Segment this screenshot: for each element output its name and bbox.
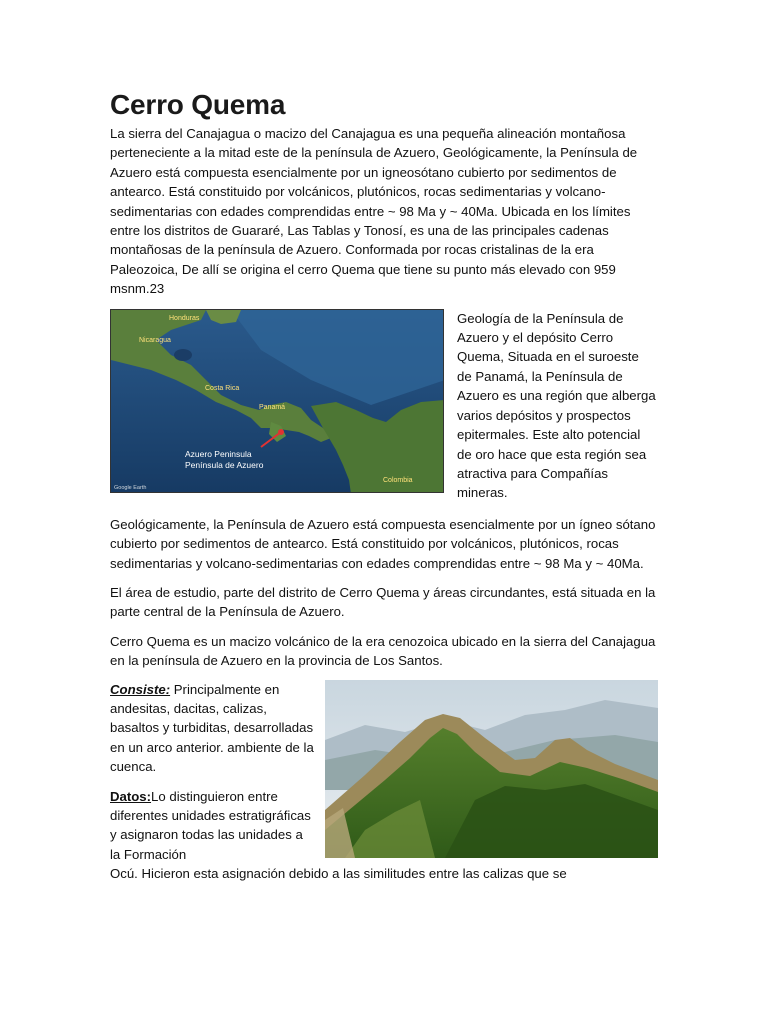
- datos-paragraph: [110, 787, 315, 865]
- tail-paragraph: Ocú. Hicieron esta asignación debido a las similitudes entre las calizas que se: [110, 866, 567, 882]
- map-marker: [278, 429, 284, 435]
- paragraph-4: Cerro Quema es un macizo volcánico de la era cenozoica ubicado en la sierra del Canajagua en la península de Azuero en la provincia de Los Santos.: [110, 633, 656, 669]
- page-title: Cerro Quema: [110, 89, 286, 120]
- intro-paragraph: La sierra del Canajagua o macizo del Canajagua es una pequeña alineación montañosa perteneciente a la mitad este de la península de Azuero, Geológicamente, la Península de Azuero está compuesta esencialmente por un igneosótano cubierto por sedimentos de antearco. Está constituido por volcánicos, plutónicos, rocas sedimentarias y volcano-sedimentarias con edades comprendidas entre ~ 98 Ma y ~ 40Ma. Ubicada en los límites entre los distritos de Guararé, Las Tablas y Tonosí, es una de las principales cadenas montañosas de la península de Azuero. Conformada por rocas cristalinas de la era Paleozoica, De allí se origina el cerro Quema que tiene su punto más elevado con 959 msnm.23: [110, 126, 638, 297]
- paragraph-2: Geológicamente, la Península de Azuero está compuesta esencialmente por un ígneo sótano cubierto por sedimentos de antearco. Está constituido por volcánicos, plutónicos, rocas sedimentarias y volcano-sedimentarias con edades comprendidas entre ~ 98 Ma y ~ 40Ma.: [110, 516, 656, 571]
- left-column: [110, 680, 315, 865]
- map-graphic: [111, 310, 444, 493]
- label-nicaragua: Nicaragua: [139, 336, 171, 344]
- side-paragraph: Geología de la Península de Azuero y el depósito Cerro Quema, Situada en el suroeste de Panamá, la Península de Azuero es una región que alberga varios depósitos y prospectos epitermales. Este alto potencial de oro hace que esta región sea atractiva para Compañías mineras.: [457, 310, 656, 501]
- photo-row: [110, 680, 658, 865]
- lake-nicaragua: [174, 349, 192, 361]
- label-colombia: Colombia: [383, 476, 413, 484]
- label-costa-rica: Costa Rica: [205, 384, 240, 392]
- photo-graphic: [325, 680, 658, 858]
- map-row: [110, 309, 658, 503]
- cerro-quema-photo: [325, 680, 658, 858]
- consiste-label: Consiste:: [110, 681, 171, 697]
- label-azuero-es: Península de Azuero: [185, 459, 264, 470]
- document-page: [110, 86, 658, 884]
- paragraph-3: El área de estudio, parte del distrito de Cerro Quema y áreas circundantes, está situada en la parte central de la Península de Azuero.: [110, 584, 656, 620]
- datos-label: Datos:: [110, 788, 152, 804]
- datos-text: Lo distinguieron entre diferentes unidades estratigráficas y asignaron todas las unidades a la Formación: [110, 788, 311, 862]
- label-azuero-en: Azuero Peninsula: [185, 448, 252, 459]
- central-america-map: [110, 309, 444, 493]
- label-panama: Panamá: [259, 403, 286, 411]
- consiste-text: Principalmente en andesitas, dacitas, calizas, basaltos y turbiditas, desarrolladas en un arco anterior. ambiente de la cuenca.: [110, 681, 314, 775]
- map-credit: Google Earth: [114, 484, 147, 491]
- label-honduras: Honduras: [169, 314, 200, 322]
- consiste-paragraph: [110, 680, 315, 777]
